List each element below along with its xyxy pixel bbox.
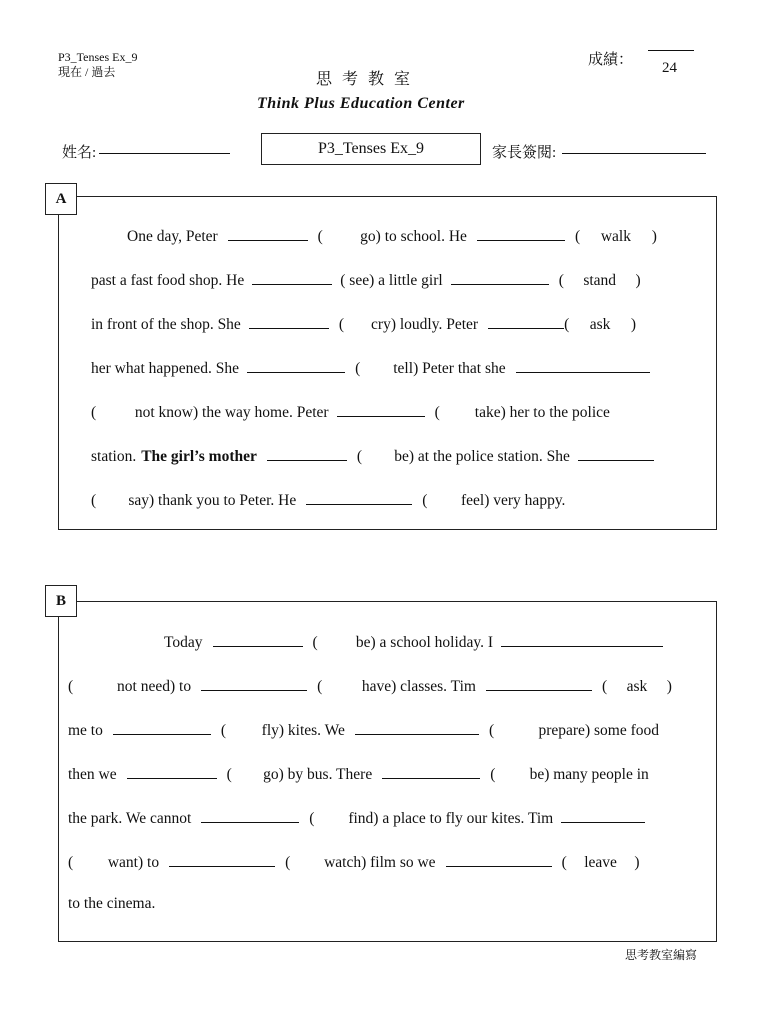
answer-blank[interactable] (355, 719, 479, 735)
exercise-code: P3_Tenses Ex_9 (58, 50, 138, 64)
verb-hint: ask (589, 316, 611, 333)
verb-hint: stand (583, 272, 617, 289)
verb-hint: fly (261, 722, 279, 739)
name-field[interactable] (99, 153, 230, 154)
verb-hint: say (128, 492, 149, 509)
verb-hint: go (263, 766, 279, 783)
center-title-chinese: 思考教室 (316, 71, 421, 88)
section-b-line-3: me to ( fly ) kites. We ( prepare ) some food (68, 719, 659, 739)
section-a-line-7: ( say ) thank you to Peter. He ( feel ) very happy. (91, 489, 565, 509)
verb-hint: tell (393, 360, 414, 377)
section-b-line-5: the park. We cannot ( find ) a place to fly our kites. Tim (68, 807, 651, 827)
verb-hint: take (474, 404, 501, 421)
exercise-box: P3_Tenses Ex_9 (261, 133, 481, 165)
verb-hint: be (529, 766, 545, 783)
verb-hint: feel (461, 492, 485, 509)
verb-hint: not know (134, 404, 193, 421)
answer-blank[interactable] (113, 719, 211, 735)
answer-blank[interactable] (127, 763, 217, 779)
verb-hint: be (355, 634, 371, 651)
verb-hint: not need (117, 678, 170, 695)
answer-blank[interactable] (267, 445, 347, 461)
answer-blank[interactable] (306, 489, 412, 505)
verb-hint: see (349, 272, 370, 289)
verb-hint: want (107, 854, 138, 871)
section-a-line-6: station. The girl’s mother ( be ) at the police station. She (91, 445, 660, 465)
answer-blank[interactable] (516, 357, 650, 373)
score-total: 24 (662, 60, 677, 76)
verb-hint: have (361, 678, 392, 695)
answer-blank[interactable] (486, 675, 592, 691)
section-a-line-4: her what happened. She ( tell ) Peter that she (91, 357, 656, 377)
answer-blank[interactable] (249, 313, 329, 329)
answer-blank[interactable] (201, 675, 307, 691)
section-b-line-4: then we ( go ) by bus. There ( be ) many people in (68, 763, 649, 783)
answer-blank[interactable] (446, 851, 552, 867)
verb-hint: leave (584, 854, 617, 871)
answer-blank[interactable] (578, 445, 654, 461)
answer-blank[interactable] (337, 401, 425, 417)
section-a-line-2: past a fast food shop. He ( see ) a little girl ( stand ) (91, 269, 641, 289)
verb-hint: ask (626, 678, 648, 695)
verb-hint: go (360, 228, 376, 245)
verb-hint: be (394, 448, 409, 465)
answer-blank[interactable] (228, 225, 308, 241)
answer-blank[interactable] (477, 225, 565, 241)
tense-subtitle: 現在 / 過去 (58, 65, 116, 79)
name-label: 姓名: (62, 145, 97, 161)
section-b-line-7: to the cinema. (68, 895, 156, 912)
answer-blank[interactable] (488, 313, 564, 329)
verb-hint: cry (371, 316, 391, 333)
answer-blank[interactable] (247, 357, 345, 373)
answer-blank[interactable] (169, 851, 275, 867)
center-title-english: Think Plus Education Center (257, 95, 465, 112)
section-a-line-3: in front of the shop. She ( cry ) loudly. Peter ( ask ) (91, 313, 636, 333)
verb-hint: watch (324, 854, 362, 871)
answer-blank[interactable] (252, 269, 332, 285)
score-label: 成績： (588, 52, 634, 68)
section-b-tag: B (45, 585, 77, 617)
section-a-line-1: One day, Peter ( go ) to school. He ( walk ) (127, 225, 657, 245)
verb-hint: find (348, 810, 374, 827)
answer-blank[interactable] (201, 807, 299, 823)
bold-subject: The girl’s mother (141, 448, 257, 465)
answer-blank[interactable] (451, 269, 549, 285)
answer-blank[interactable] (561, 807, 645, 823)
score-line (648, 50, 694, 51)
parent-signature-field[interactable] (562, 153, 706, 154)
verb-hint: walk (600, 228, 631, 245)
parent-signature-label: 家長簽閱: (492, 145, 557, 161)
section-b-line-6: ( want ) to ( watch ) film so we ( leave ) (68, 851, 640, 871)
section-a-tag: A (45, 183, 77, 215)
answer-blank[interactable] (501, 631, 663, 647)
section-b-line-2: ( not need ) to ( have ) classes. Tim ( ask ) (68, 675, 672, 695)
footer-credit: 思考教室編寫 (625, 948, 698, 962)
answer-blank[interactable] (213, 631, 303, 647)
section-a-line-5: ( not know ) the way home. Peter ( take ) her to the police (91, 401, 610, 421)
answer-blank[interactable] (382, 763, 480, 779)
verb-hint: prepare (538, 722, 585, 739)
section-b-line-1: Today ( be ) a school holiday. I (164, 631, 669, 651)
